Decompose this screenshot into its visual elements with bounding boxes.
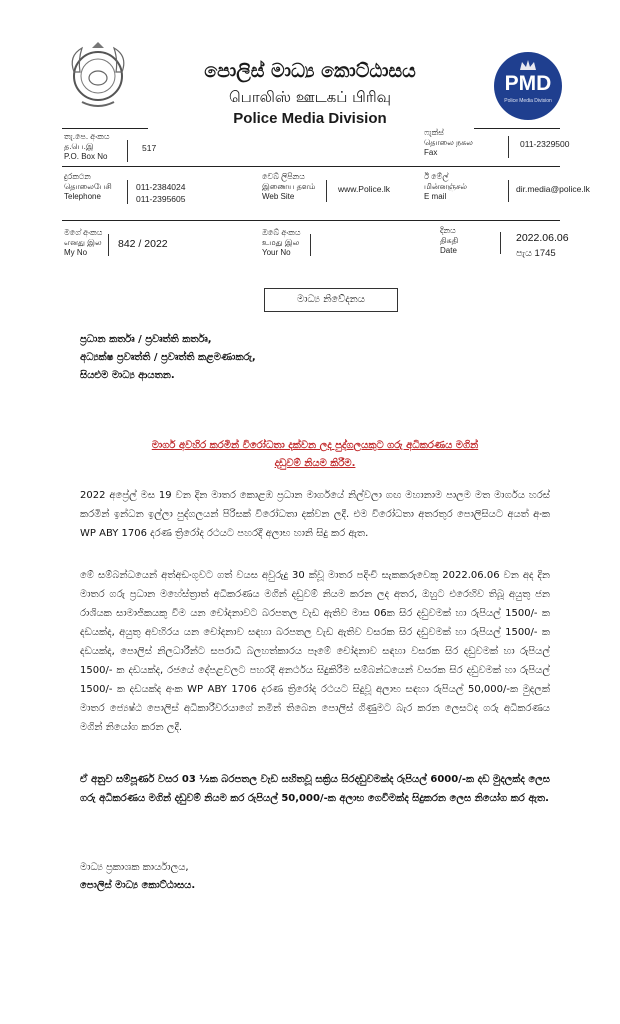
telephone-value-1: 011-2384024 [136, 182, 186, 192]
pmd-logo [494, 52, 562, 120]
subject-line-1: මාර්ග අවහිර කරමින් විරෝධතා දක්වන ලද පුද්ගලයකුට ගරු අධිකරණය මගින් [151, 440, 479, 451]
pobox-label: තැ.පෙ. අංකය த.பெ.இ P.O. Box No [64, 132, 110, 161]
paragraph-2: මේ සම්බන්ධයෙන් අත්අඩංගුවට ගත් වයස අවුරුදු 30 ක්වූ මාතර පදිංචි සැකකරුවෙකු 2022.06.06 වන අද දින මාතර ගරු ප්‍රධාන මහේස්ත්‍රාත් අධිකරණය මගින් දඩුවම් නියම කරන ලද අතර, ඔහුට එරෙහිව තිබූ අයුතු ජන රාශියක සාමාජිකයකු වීම යන චෝදනාවට බරපතල වැඩ ඇතිව මාස 06ක සිර දඩුවමක් හා රුපියල් 1500/- ක දඩයක්ද, අයුතු අවහිරය යන චෝදනාව සඳහා බරපතල වැඩ ඇතිව වසරක සිර දඩුවමක් හා රුපියල් 1500/- ක දඩයක්ද, පොලිස් නිලධාරීන්ට සපරාධී බලහත්කාරය පෑමේ චෝදනාව සඳහා වසරක සිර දඩුවමක් හා රුපියල් 1500/- ක දඩයක්ද, රජයේ දේපළවලට පහරදී අනර්ථය සිදුකිරීම සම්බන්ධයෙන් වසරක සිර දඩුවමක් හා රුපියල් 1500/- ක දඩයක්ද අංක WP ABY 1706 දරණ ත්‍රිරෝද රථයට සිදුවූ අලාභ සඳහා රුපියල් 50,000/-ක මුදලක් මාතර ජ්‍යෙෂ්ඨ පොලිස් අධිකාරීවරයාගේ නමින් තිබෙන පොලිස් ගිණුමට බැර කරන ලෙසටද ගරු අධිකරණය මගින් නියෝග කරන ලදී. [80, 570, 550, 733]
logo-text: PMD [504, 72, 552, 95]
time-value: පැය 1745 [516, 248, 556, 259]
website-label: වෙබ් ලිපිනය இணைய தளம் Web Site [262, 172, 316, 201]
fax-label: ෆැක්ස් தொலை நகல Fax [424, 128, 473, 157]
fax-value: 011-2329500 [520, 139, 570, 149]
addressee-line-2: අධ්‍යක්ෂ ප්‍රවෘත්ති / ප්‍රවෘත්ති කළමණාකරු, [80, 352, 256, 363]
addressee-line-1: ප්‍රධාන කර්තෘ / ප්‍රවෘත්ති කර්තෘ, [80, 334, 212, 345]
page-title-tamil: பொலிஸ் ஊடகப் பிரிவு [228, 88, 391, 106]
my-no-value: 842 / 2022 [118, 238, 168, 250]
date-label: දිනය திகதி Date [440, 226, 459, 255]
signature-line-2: පොලිස් මාධ්‍ය කොට්ඨාසය. [80, 880, 196, 891]
telephone-label: දුරකථන தொலைபேசி Telephone [64, 172, 112, 201]
page-title-english: Police Media Division [233, 110, 387, 127]
signature-line-1: මාධ්‍ය ප්‍රකාශක කාර්යාලය, [80, 862, 189, 873]
media-notice-title: මාධ්‍ය නිවේදනය [264, 288, 398, 312]
email-value: dir.media@police.lk [516, 184, 590, 194]
email-label: ඊ මේල් மின்னஞ்சல் E mail [424, 172, 468, 201]
subject-line-2: දඩුවම් නියම කිරීම. [274, 458, 356, 469]
logo-subtext: Police Media Division [504, 98, 552, 104]
paragraph-1: 2022 අප්‍රේල් මස 19 වන දින මාතර කොළඹ ප්‍රධාන මාර්ගයේ නිල්වලා ගඟ මහානාම පාලම මත මාර්ගය හරස් කරමින් ඉන්ධන ඉල්ලා පුද්ගලයන් පිරිසක් විරෝධතා දක්වන ලදී. එම විරෝධතා අතරතුර පොලිසියට අයත් අංක WP ABY 1706 දරණ ත්‍රිරෝද රථයට පහරදී අලාභ හානි සිදු කර ඇත. [80, 490, 550, 539]
paragraph-3: ඒ අනුව සම්පූර්ණ වසර 03 ½ක බරපතල වැඩ සහිතවූ සක්‍රිය සිරදඩුවමක්ද රුපියල් 6000/-ක දඩ මුදලක්ද ලෙස ගරු අධිකරණය මගින් දඩුවම් නියම කර රුපියල් 50,000/-ක අලාභ ගෙවීමක්ද සිදුකරන ලෙස නියෝග කර ඇත. [80, 774, 550, 804]
your-no-label: ඔබේ අංකය உமது இல Your No [262, 228, 301, 257]
pobox-value: 517 [142, 143, 157, 153]
my-no-label: මගේ අංකය எனது இல My No [64, 228, 103, 257]
addressee-line-3: සියළුම මාධ්‍ය ආයතන. [80, 370, 175, 381]
page-title-sinhala: පොලිස් මාධ්‍ය කොට්ඨාසය [204, 60, 416, 82]
website-value: www.Police.lk [338, 184, 390, 194]
crown-icon [518, 58, 538, 72]
date-value: 2022.06.06 [516, 232, 569, 244]
telephone-value-2: 011-2395605 [136, 194, 186, 204]
